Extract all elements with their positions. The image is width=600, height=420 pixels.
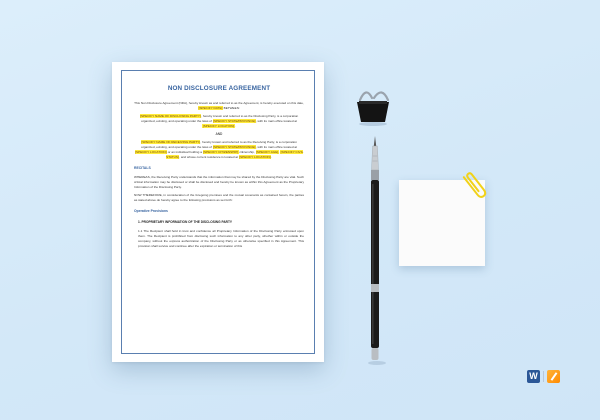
placeholder-highlight: [SPECIFY LOCATION] [202, 124, 235, 128]
section-1-1-paragraph: 1.1 The Recipient shall hold in trust and confidence all Proprietary Information of the Disclosing Party entrusted upon them. The Recipient is prohibited from disclosing such information to any other party, whether within or outside the company, without the express authorization of the Disclosing Party or as otherwise specified in this Agreement. This provision shall survive and continue after the expiration or termination of this [138, 229, 304, 248]
placeholder-highlight: [SPECIFY LOCATION] [135, 150, 167, 154]
word-app-icon: W [527, 370, 540, 383]
placeholder-highlight: [SPECIFY CITIZENSHIP] [203, 150, 239, 154]
operative-heading: Operative Provisions [134, 209, 168, 213]
binder-clip-icon [352, 84, 394, 126]
pages-app-icon [547, 370, 560, 383]
intro-paragraph [134, 101, 304, 111]
text-run: This Non Disclosure Agreement (NDA), hereby known as and referred to as the Agreement, is hereby executed on this date, [134, 101, 304, 105]
placeholder-highlight: [SPECIFY LOCATION] [239, 155, 271, 159]
placeholder-highlight: [SPECIFY NAME OF DISCLOSING PARTY] [140, 114, 201, 118]
icon-divider [543, 371, 544, 382]
recitals-heading: RECITALS [134, 166, 151, 170]
pen-icon [360, 134, 390, 366]
placeholder-highlight: [SPECIFY AGE] [256, 150, 279, 154]
section-1-title: 1. PROPRIETARY INFORMATION OF THE DISCLOSING PARTY [138, 220, 233, 224]
text-run: citizenship, [238, 150, 256, 154]
and-divider: AND [215, 132, 223, 136]
placeholder-highlight: [SPECIFY STATE/PROVINCE] [213, 119, 256, 123]
placeholder-highlight: [SPECIFY NAME OF RECEIVING PARTY] [141, 140, 201, 144]
text-run: . [270, 155, 272, 159]
text-run: , with its main office located at [255, 145, 297, 149]
party2-paragraph [134, 140, 304, 160]
text-run: BETWEEN: [222, 106, 240, 110]
text-run: , and whose current residence is located at [179, 155, 239, 159]
paper-clip-icon [462, 168, 488, 202]
document-page [112, 62, 324, 362]
text-run: , hereby known and referred to as the Receiving Party, is a corporation organized, existing, and operating under the laws of [140, 140, 297, 149]
placeholder-highlight: [SPECIFY STATE/PROVINCE] [213, 145, 256, 149]
placeholder-highlight: [SPECIFY DATE] [198, 106, 223, 110]
text-run: , hereby known and referred to as the Disclosing Party, is a corporation organized, existing, and operating under the laws of [140, 114, 299, 123]
recitals-paragraph-1: WHEREAS, the Receiving Party understands that the information that may be shared by the Disclosing Party are vital. Such critical information may be disclosed or shall be disclosed and hereby be known as within this Agreement as the Proprietary Information of the Disclosing Party. [134, 175, 304, 189]
text-run: . [234, 124, 236, 128]
recitals-paragraph-2: NOW THEREFORE, in consideration of the foregoing premises and the mutual covenants as contained herein, the parties as stated above do hereby agree to the following provisions as set forth: [134, 193, 304, 202]
placeholder-highlight: [SPECIFY CIVIL STATUS] [166, 150, 304, 159]
document-border [121, 70, 315, 354]
text-run: or an individual holding a [166, 150, 203, 154]
document-title: NON DISCLOSURE AGREEMENT [167, 85, 271, 92]
party1-paragraph [134, 114, 304, 129]
text-run: , with its main office located at [255, 119, 297, 123]
